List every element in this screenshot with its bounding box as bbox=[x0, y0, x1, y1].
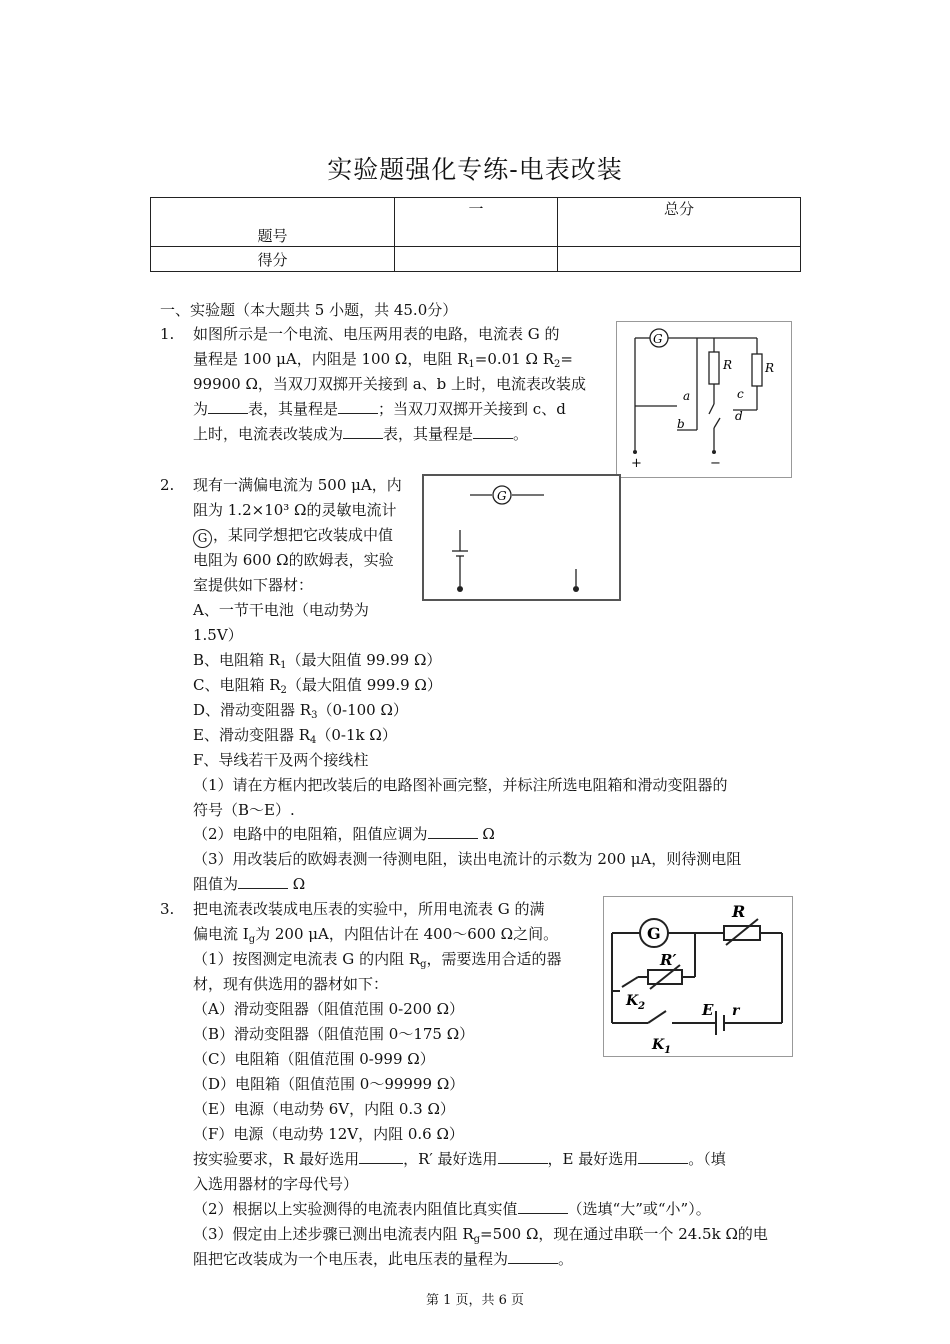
q2-option-d: D、滑动变阻器 $R_3(0-100$ Ω） bbox=[193, 701, 408, 721]
q2-subq1-cont: 符号（B～E）. bbox=[193, 801, 295, 819]
score-table-header-total: 总分 bbox=[558, 198, 801, 247]
q3-subq3: （3）假定由上述步骤已测出电流表内阻 $R_g=500$ Ω，现在通过串联一个 24.5k Ω的电 bbox=[193, 1225, 768, 1245]
score-total-cell[interactable] bbox=[558, 247, 801, 272]
q1-blank-2[interactable] bbox=[338, 399, 378, 414]
q3-option-f: （F）电源（电动势 12V，内阻 0.6 Ω） bbox=[193, 1125, 464, 1143]
q3-option-a: （A）滑动变阻器（阻值范围 0-200 Ω） bbox=[193, 1000, 465, 1018]
q3-fig-rprime-label: R′ bbox=[660, 951, 677, 969]
q1-circuit-diagram bbox=[617, 322, 791, 477]
q2-option-f: F、导线若干及两个接线柱 bbox=[193, 751, 369, 769]
q3-fig-e-label: E bbox=[702, 1001, 714, 1019]
q2-blank-1[interactable] bbox=[428, 824, 478, 839]
q1-fig-a-label: a bbox=[683, 389, 691, 403]
score-table-header-label: 题号 bbox=[151, 198, 395, 247]
q1-fig-plus-terminal: + bbox=[631, 456, 642, 471]
q1-line: 如图所示是一个电流、电压两用表的电路，电流表 G 的 bbox=[193, 325, 560, 343]
q3-line: 把电流表改装成电压表的实验中，所用电流表 G 的满 bbox=[193, 900, 545, 918]
q3-subq2: （2）根据以上实验测得的电流表内阻值比真实值 （选填“大”或“小”）。 bbox=[193, 1200, 711, 1218]
q3-number: 3. bbox=[160, 900, 175, 918]
q3-blank-range[interactable] bbox=[508, 1249, 558, 1264]
q2-circuit-box bbox=[422, 474, 621, 601]
q2-line: 室提供如下器材： bbox=[193, 576, 314, 594]
q2-number: 2. bbox=[160, 476, 175, 494]
q2-option-c: C、电阻箱 $R_2$（最大阻值 999.9 Ω） bbox=[193, 676, 442, 696]
q3-line: 材，现有供选用的器材如下： bbox=[193, 975, 389, 993]
q1-line: 上时，电流表改装成为 表，其量程是 。 bbox=[193, 425, 529, 443]
q1-number: 1. bbox=[160, 325, 175, 343]
score-table-header-section: 一 bbox=[395, 198, 558, 247]
q3-subq3-cont: 阻把它改装成为一个电压表，此电压表的量程为 。 bbox=[193, 1250, 574, 1268]
q3-fig-k1-label: $K_1$ bbox=[652, 1037, 672, 1056]
q1-fig-r1-label: R bbox=[723, 358, 733, 372]
q3-blank-e[interactable] bbox=[638, 1149, 688, 1164]
q2-line: 现有一满偏电流为 500 μA，内 bbox=[193, 476, 402, 494]
q1-circuit-figure bbox=[616, 321, 792, 478]
q2-line: G ，某同学想把它改装成中值 bbox=[193, 523, 393, 548]
score-table bbox=[150, 197, 801, 272]
q2-subq3: （3）用改装后的欧姆表测一待测电阻，读出电流计的示数为 200 μA，则待测电阻 bbox=[193, 850, 742, 868]
q1-fig-galvanometer-label: G bbox=[653, 332, 663, 346]
q3-option-b: （B）滑动变阻器（阻值范围 0～175 Ω） bbox=[193, 1025, 475, 1043]
score-table-row-label: 得分 bbox=[151, 247, 395, 272]
q2-option-a-cont: 1.5V） bbox=[193, 626, 243, 644]
q2-blank-2[interactable] bbox=[238, 874, 288, 889]
q3-answer-line: 按实验要求，R 最好选用 ，R′ 最好选用 ，E 最好选用 。（填 bbox=[193, 1150, 726, 1168]
q2-option-b: B、电阻箱 $R_1$（最大阻值 99.99 Ω） bbox=[193, 651, 442, 671]
q3-blank-rprime[interactable] bbox=[498, 1149, 548, 1164]
q3-circuit-diagram bbox=[604, 897, 792, 1056]
q1-fig-r2-label: R bbox=[765, 361, 775, 375]
q3-fig-k2-label: $K_2$ bbox=[626, 993, 646, 1012]
q2-subq1: （1）请在方框内把改装后的电路图补画完整，并标注所选电阻箱和滑动变阻器的 bbox=[193, 776, 728, 794]
q3-option-e: （E）电源（电动势 6V，内阻 0.3 Ω） bbox=[193, 1100, 455, 1118]
galvanometer-icon: G bbox=[193, 529, 212, 548]
page-title: 实验题强化专练-电表改装 bbox=[327, 155, 623, 184]
q1-line: 为 表，其量程是 ；当双刀双掷开关接到 c、d bbox=[193, 400, 566, 418]
q1-fig-b-label: b bbox=[677, 417, 685, 431]
q1-fig-d-label: d bbox=[735, 409, 743, 423]
q3-fig-r-label: R bbox=[732, 902, 746, 921]
q1-line: 量程是 100 μA，内阻是 100 Ω，电阻 $R_1=0.01$ Ω $R_2=$ bbox=[193, 350, 573, 370]
q2-subq2: （2）电路中的电阻箱，阻值应调为 Ω bbox=[193, 825, 495, 843]
q3-option-d: （D）电阻箱（阻值范围 0～99999 Ω） bbox=[193, 1075, 465, 1093]
q2-fig-galvanometer-label: G bbox=[497, 489, 507, 503]
page-footer: 第 1 页，共 6 页 bbox=[425, 1293, 525, 1308]
q3-fig-r-internal-label: r bbox=[732, 1003, 740, 1019]
section-heading: 一、实验题（本大题共 5 小题，共 45.0分） bbox=[160, 301, 458, 319]
q1-blank-3[interactable] bbox=[343, 424, 383, 439]
q3-fig-galvanometer-label: G bbox=[647, 924, 661, 943]
q3-blank-compare[interactable] bbox=[518, 1199, 568, 1214]
q3-circuit-figure bbox=[603, 896, 793, 1057]
q1-blank-4[interactable] bbox=[473, 424, 513, 439]
q3-answer-line-cont: 入选用器材的字母代号） bbox=[193, 1175, 359, 1193]
q1-fig-minus-terminal: − bbox=[710, 456, 721, 471]
q3-blank-r[interactable] bbox=[359, 1149, 403, 1164]
q2-line: 电阻为 600 Ω的欧姆表，实验 bbox=[193, 551, 394, 569]
q1-fig-c-label: c bbox=[737, 387, 744, 401]
q2-option-e: E、滑动变阻器 $R_4(0-1k$ Ω） bbox=[193, 726, 397, 746]
q3-line: （1）按图测定电流表 G 的内阻 $R_g$，需要选用合适的器 bbox=[193, 950, 562, 970]
q2-circuit-diagram bbox=[424, 476, 619, 599]
q3-line: 偏电流 $I_g$为 200 μA，内阻估计在 400～600 Ω之间。 bbox=[193, 925, 559, 945]
q2-line: 阻为 1.2×10³ Ω的灵敏电流计 bbox=[193, 501, 397, 519]
score-cell[interactable] bbox=[395, 247, 558, 272]
q2-subq3-cont: 阻值为 Ω bbox=[193, 875, 306, 893]
q1-blank-1[interactable] bbox=[208, 399, 248, 414]
q2-option-a: A、一节干电池（电动势为 bbox=[193, 601, 369, 619]
q3-option-c: （C）电阻箱（阻值范围 0-999 Ω） bbox=[193, 1050, 435, 1068]
q1-line: 99900 Ω，当双刀双掷开关接到 a、b 上时，电流表改装成 bbox=[193, 375, 587, 393]
